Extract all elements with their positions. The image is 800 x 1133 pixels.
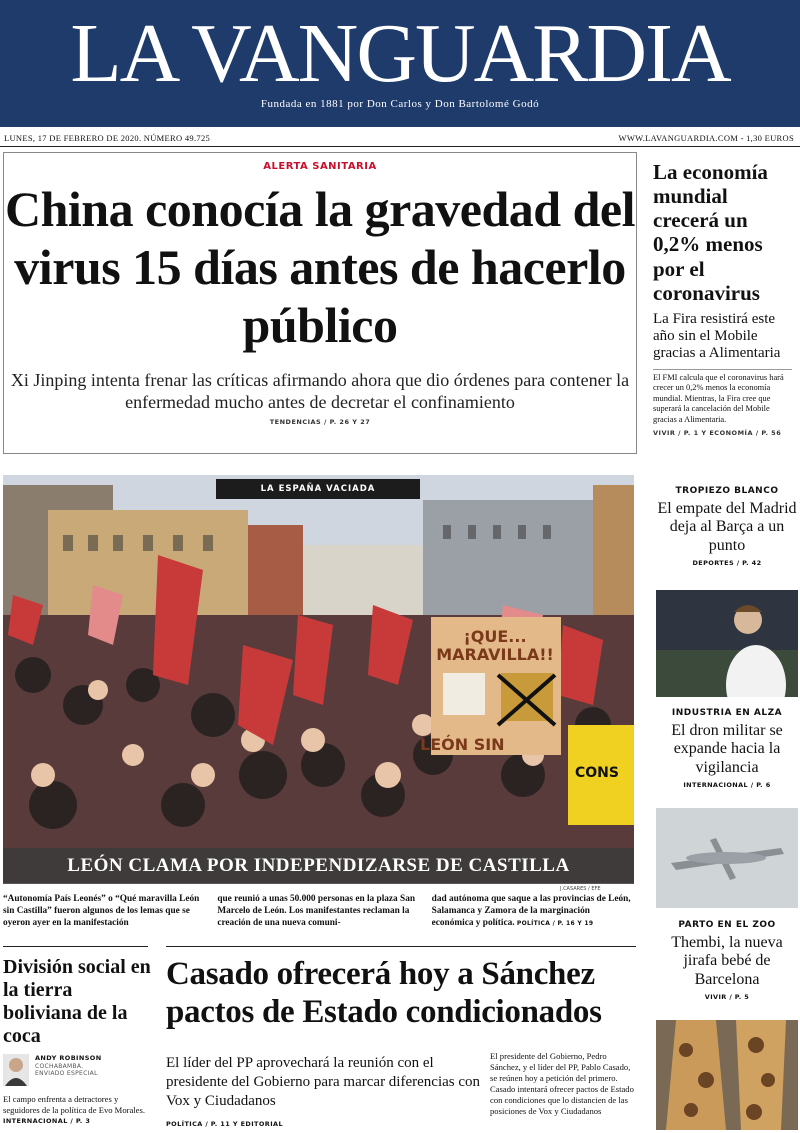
drone-photo-art xyxy=(656,808,798,908)
bolivia-story[interactable] xyxy=(3,956,153,1126)
football-kicker: TROPIEZO BLANCO xyxy=(675,486,779,496)
zoo-kicker: PARTO EN EL ZOO xyxy=(678,920,776,930)
dateline xyxy=(0,133,800,145)
author-place: COCHABAMBA. xyxy=(35,1063,84,1071)
football-photo[interactable] xyxy=(656,590,798,697)
bolivia-body: El campo enfrenta a detractores y seguidores de la política de Evo Morales. INTERNACIONAL / P. 3 xyxy=(3,1094,145,1126)
football-headline[interactable]: El empate del Madrid deja al Barça a un punto xyxy=(657,500,797,554)
drone-headline[interactable]: El dron militar se expande hacia la vigilancia xyxy=(671,722,783,776)
drone-page-ref: INTERNACIONAL / P. 6 xyxy=(683,781,771,790)
author-role: ENVIADO ESPECIAL xyxy=(35,1070,98,1078)
economy-body: El FMI calcula que el coronavirus hará crecer un 0,2% menos la economía mundial. Mientras, la Fira cree que superará la cancelación del Mobile gracias a Alimentaria. xyxy=(653,369,792,426)
protest-sign-text-3: CONS xyxy=(575,765,619,781)
leon-page-ref: POLÍTICA / P. 16 Y 19 xyxy=(516,920,594,928)
giraffe-photo[interactable] xyxy=(656,1020,798,1130)
author-name: ANDY ROBINSON xyxy=(35,1054,102,1062)
protest-photo-art xyxy=(3,475,634,883)
casado-story[interactable] xyxy=(166,956,636,1128)
lead-headline[interactable]: China conocía la gravedad del virus 15 días antes de hacerlo público xyxy=(5,181,635,353)
divider xyxy=(3,946,148,947)
leon-col-3: dad autónoma que saque a las provincias de León, Salamanca y Zamora de la marginación económica y política. POLÍTICA / P. 16 Y 19 xyxy=(431,894,631,929)
casado-subhead: El líder del PP aprovechará la reunión con el presidente del Gobierno para marcar diferencias con Vox y Ciudadanos xyxy=(166,1055,481,1110)
leon-col-2: que reunió a unas 50.000 personas en la plaza San Marcelo de León. Los manifestantes reclaman la creación de una nueva comuni- xyxy=(217,894,416,929)
giraffe-photo-art xyxy=(656,1020,798,1130)
football-page-ref: DEPORTES / P. 42 xyxy=(692,559,762,568)
casado-headline[interactable]: Casado ofrecerá hoy a Sánchez pactos de Estado condicionados xyxy=(166,956,602,1030)
author-avatar xyxy=(3,1054,29,1086)
divider xyxy=(166,946,636,947)
divider xyxy=(0,146,800,147)
economy-headline[interactable]: La economía mundial crecerá un 0,2% menos por el coronavirus xyxy=(653,160,768,305)
brand-logo[interactable]: LA VANGUARDIA xyxy=(70,7,730,100)
football-story[interactable] xyxy=(656,478,798,588)
football-photo-art xyxy=(656,590,798,697)
drone-photo[interactable] xyxy=(656,808,798,908)
drone-story[interactable] xyxy=(656,700,798,810)
date-number: LUNES, 17 DE FEBRERO DE 2020. NÚMERO 49.725 xyxy=(4,133,211,143)
site-price: WWW.LAVANGUARDIA.COM - 1,30 EUROS xyxy=(618,133,794,143)
casado-page-ref: POLÍTICA / P. 11 Y EDITORIAL xyxy=(166,1120,283,1128)
economy-story[interactable] xyxy=(647,152,798,462)
photo-credit: J.CASARES / EFE xyxy=(560,886,601,892)
economy-page-ref: VIVIR / P. 1 Y ECONOMÍA / P. 56 xyxy=(653,429,782,438)
protest-photo[interactable] xyxy=(3,475,634,883)
leon-col-1: “Autonomía País Leonés” o “Qué maravilla León sin Castilla” fueron algunos de los lemas que se oyeron ayer en la manifestación xyxy=(3,894,200,929)
protest-sign-text-2: LEÓN SIN xyxy=(420,735,505,754)
lead-kicker: ALERTA SANITARIA xyxy=(263,161,377,172)
bolivia-headline[interactable]: División social en la tierra boliviana de la coca xyxy=(3,956,151,1047)
casado-body: El presidente del Gobierno, Pedro Sánchez, y el líder del PP, Pablo Casado, se reúnen hoy a petición del primero. Casado intentará ofrecer pactos de Estado con condiciones que lo distancien de las posiciones de Vox y Ciudadanos xyxy=(490,1051,634,1116)
zoo-headline[interactable]: Thembi, la nueva jirafa bebé de Barcelona xyxy=(671,934,783,988)
lead-page-ref: TENDENCIAS / P. 26 Y 27 xyxy=(269,417,371,426)
leon-story-text xyxy=(3,893,634,929)
author-byline xyxy=(3,1054,153,1086)
photo-section-tag: LA ESPAÑA VACIADA xyxy=(216,479,420,499)
photo-caption[interactable]: LEÓN CLAMA POR INDEPENDIZARSE DE CASTILLA xyxy=(3,848,634,884)
economy-secondary: La Fira resistirá este año sin el Mobile gracias a Alimentaria xyxy=(653,310,781,362)
drone-kicker: INDUSTRIA EN ALZA xyxy=(671,708,783,718)
protest-sign-text: ¡QUE... MARAVILLA!! xyxy=(436,627,554,664)
lead-story[interactable] xyxy=(3,152,637,454)
zoo-story[interactable] xyxy=(656,912,798,1022)
masthead xyxy=(0,0,800,127)
zoo-page-ref: VIVIR / P. 5 xyxy=(704,993,750,1002)
lead-subhead: Xi Jinping intenta frenar las críticas afirmando ahora que dio órdenes para contener la enfermedad mucho antes de decretar el confinamiento xyxy=(10,370,630,412)
founded-line: Fundada en 1881 por Don Carlos y Don Bartolomé Godó xyxy=(260,98,540,110)
bolivia-page-ref: INTERNACIONAL / P. 3 xyxy=(3,1117,91,1126)
